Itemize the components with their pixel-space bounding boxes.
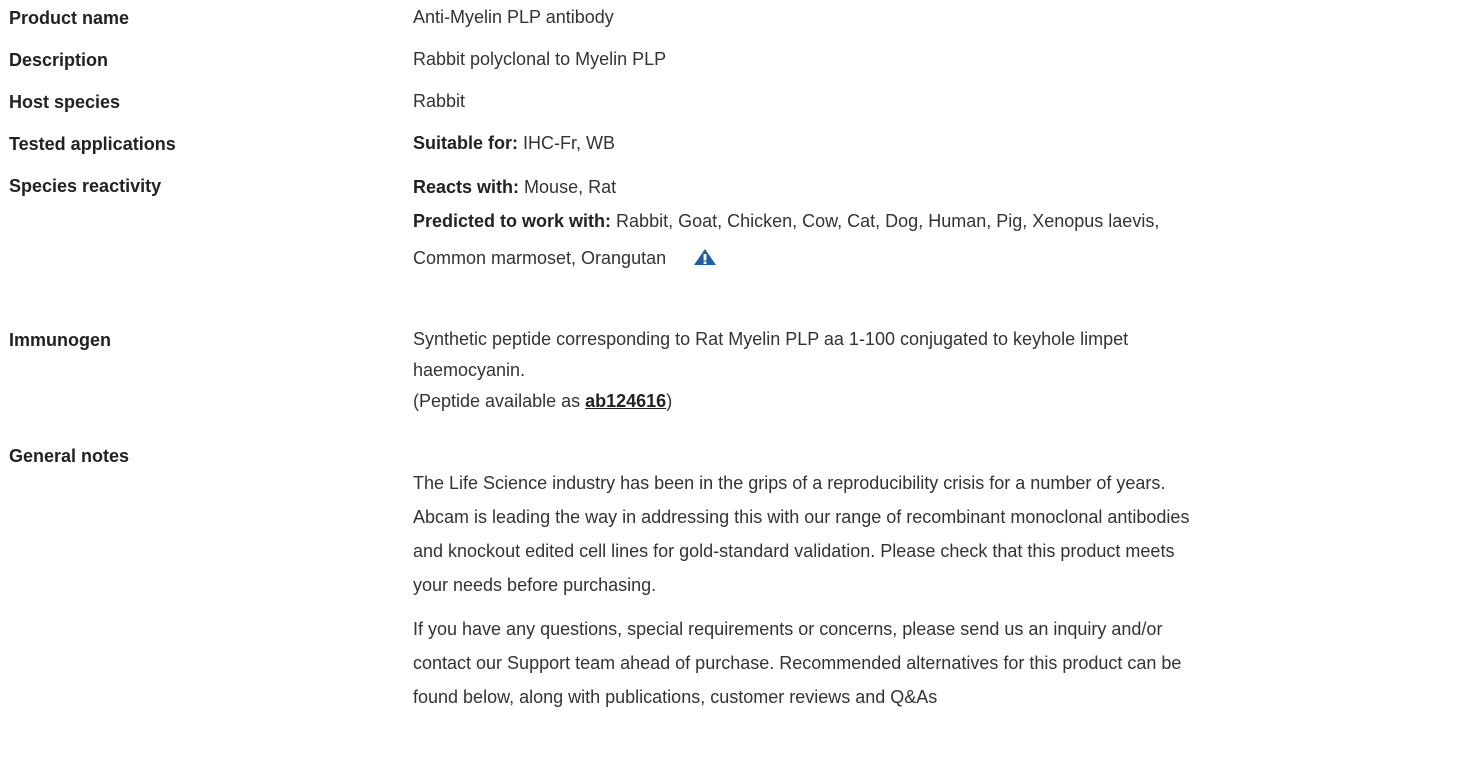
label-tested-applications: Tested applications [9, 134, 176, 154]
immunogen-line-2: haemocyanin. [413, 360, 526, 380]
value-description: Rabbit polyclonal to Myelin PLP [413, 49, 667, 69]
immunogen-line-1: Synthetic peptide corresponding to Rat Myelin PLP aa 1-100 conjugated to keyhole limpet [413, 329, 1129, 349]
predicted-value-2: Common marmoset, Orangutan [413, 248, 667, 268]
notes-p1-line-3: and knockout edited cell lines for gold-standard validation. Please check that this product meets [413, 541, 1175, 561]
value-general-notes [413, 466, 1423, 714]
label-description: Description [9, 50, 109, 70]
warning-triangle-icon[interactable] [693, 243, 717, 277]
notes-p2-line-2: contact our Support team ahead of purchase. Recommended alternatives for this product can be [413, 653, 1182, 673]
label-general-notes: General notes [9, 446, 130, 466]
notes-p2-line-3: found below, along with publications, customer reviews and Q&As [413, 687, 938, 707]
notes-p1-line-1: The Life Science industry has been in the grips of a reproducibility crisis for a number of years. [413, 473, 1166, 493]
predicted-value-1: Rabbit, Goat, Chicken, Cow, Cat, Dog, Human, Pig, Xenopus laevis, [616, 211, 1160, 231]
peptide-link[interactable]: ab124616 [585, 391, 667, 411]
notes-p1-line-2: Abcam is leading the way in addressing this with our range of recombinant monoclonal antibodies [413, 507, 1190, 527]
predicted-line-2 [413, 241, 1423, 277]
peptide-availability [413, 386, 1423, 417]
reacts-with-prefix: Reacts with: [413, 177, 520, 197]
value-tested-applications [413, 128, 1423, 159]
suitable-for-prefix: Suitable for: [413, 133, 519, 153]
value-host-species: Rabbit [413, 91, 466, 111]
peptide-prefix: (Peptide available as [413, 391, 586, 411]
value-product-name: Anti-Myelin PLP antibody [413, 7, 614, 27]
label-host-species: Host species [9, 92, 121, 112]
notes-p1-line-4: your needs before purchasing. [413, 575, 657, 595]
label-immunogen: Immunogen [9, 330, 111, 350]
value-species-reactivity [413, 170, 1423, 277]
notes-p2-line-1: If you have any questions, special requirements or concerns, please send us an inquiry and/or [413, 619, 1163, 639]
reacts-with-line [413, 170, 1423, 204]
label-product-name: Product name [9, 8, 130, 28]
predicted-prefix: Predicted to work with: [413, 211, 612, 231]
value-immunogen [413, 324, 1423, 417]
reacts-with-value: Mouse, Rat [524, 177, 617, 197]
suitable-for-value: IHC-Fr, WB [523, 133, 616, 153]
predicted-line-1 [413, 204, 1423, 238]
label-species-reactivity: Species reactivity [9, 176, 162, 196]
peptide-suffix: ) [666, 391, 673, 411]
